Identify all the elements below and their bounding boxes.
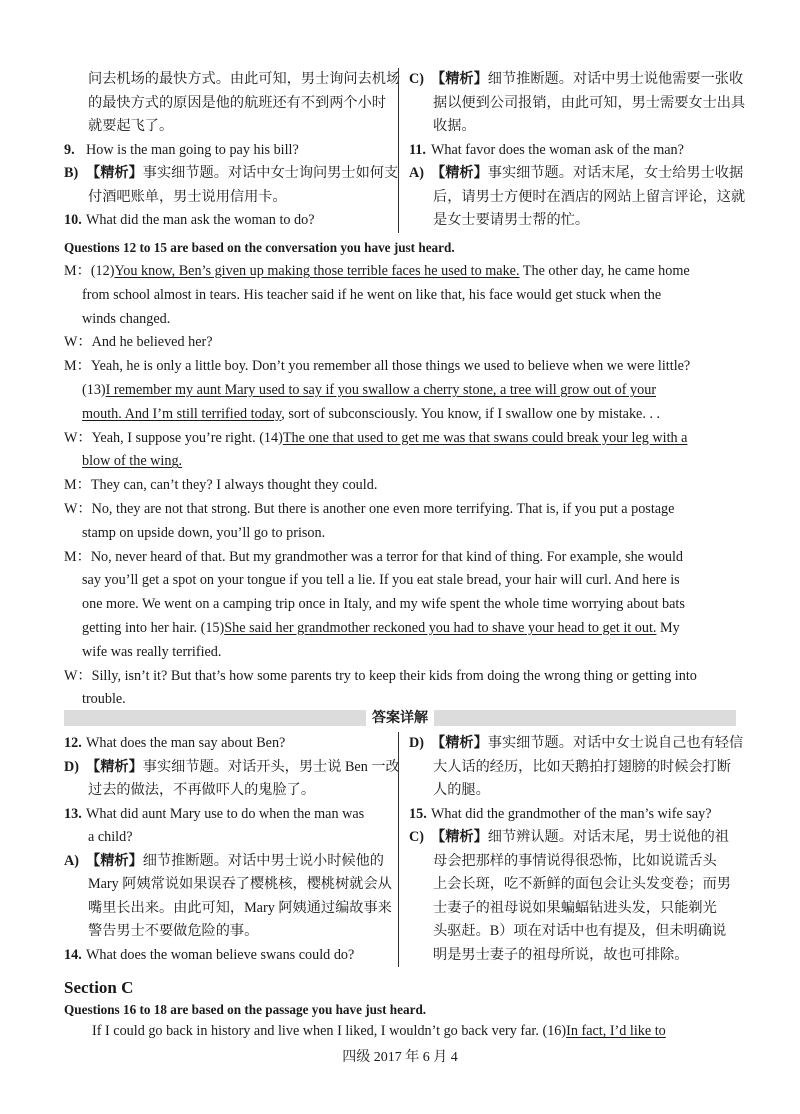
answer-13-cont: 嘴里长出来。由此可知，Mary 阿姨通过编故事来 <box>88 899 392 916</box>
conversation-heading: Questions 12 to 15 are based on the conversation you have just heard. <box>64 240 455 255</box>
answer-13: A) 【精析】细节推断题。对话中男士说小时候他的 <box>64 852 384 869</box>
top-left-column <box>64 68 401 233</box>
dialogue-line-woman: W：No, they are not that strong. But there is another one even more terrifying. That is, if you put a postage <box>64 500 675 517</box>
answer-9: B) 【精析】事实细节题。对话中女士询问男士如何支 <box>64 165 399 181</box>
answer-13-cont: 警告男士不要做危险的事。 <box>88 923 259 939</box>
answer-15: C) 【精析】细节辨认题。对话末尾，男士说他的祖 <box>409 829 729 845</box>
dialogue-line-woman: W：Silly, isn’t it? But that’s how some parents try to keep their kids from doing the wrong thing or getting into <box>64 667 697 684</box>
passage-heading: Questions 16 to 18 are based on the passage you have just heard. <box>64 1002 427 1017</box>
question-13-cont: a child? <box>88 829 133 845</box>
dialogue <box>64 260 736 712</box>
dialogue-cont: getting into her hair. (15)She said her grandmother reckoned you had to shave your head to get it out. My <box>82 619 680 636</box>
answer-continuation: 的最快方式的原因是他的航班还有不到两个小时 <box>88 94 386 111</box>
answers-left-column <box>64 732 398 967</box>
passage-text: If I could go back in history and live when I liked, I wouldn’t go back very far. (16)In fact, I’d like to <box>92 1023 666 1039</box>
dialogue-line-man: M：(12)You know, Ben’s given up making those terrible faces he used to make. The other day, he came home <box>64 263 690 279</box>
answer-9-cont: 付酒吧账单，男士说用信用卡。 <box>88 188 287 205</box>
answers-right-column <box>398 732 744 967</box>
dialogue-cont: mouth. And I’m still terrified today, sort of subconsciously. You know, if I swallow one by mistake. . . <box>82 405 661 422</box>
page-footer: 四级 2017 年 6 月 4 <box>342 1050 458 1065</box>
dialogue-cont: trouble. <box>82 691 126 708</box>
dialogue-line-woman: W：Yeah, I suppose you’re right. (14)The one that used to get me was that swans could break your leg with a <box>64 429 688 446</box>
answer-14: D) 【精析】事实细节题。对话中女士说自己也有轻信 <box>409 735 744 751</box>
answer-banner <box>64 710 736 726</box>
dialogue-cont: from school almost in tears. His teacher said if he went on like that, his face would get stuck when the <box>82 286 662 303</box>
dialogue-line-man: M：They can, can’t they? I always thought they could. <box>64 477 378 494</box>
question-12: 12. What does the man say about Ben? <box>64 735 286 751</box>
answer-12: D) 【精析】事实细节题。对话开头，男士说 Ben 一改 <box>64 758 400 775</box>
answer-15-cont: 母会把那样的事情说得很恐怖，比如说谎舌头 <box>433 852 717 869</box>
answer-15-cont: 上会长斑，吃不新鲜的面包会让头发变卷；而男 <box>433 876 731 892</box>
question-9: 9. How is the man going to pay his bill? <box>64 141 299 158</box>
dialogue-line-man: M：No, never heard of that. But my grandmother was a terror for that kind of thing. For example, she would <box>64 548 683 565</box>
question-15: 15. What did the grandmother of the man’s wife say? <box>409 805 712 822</box>
answer-11-cont: 后，请男士方便时在酒店的网站上留言评论，这就 <box>433 188 746 205</box>
answer-12-cont: 过去的做法，不再做吓人的鬼脸了。 <box>88 782 316 798</box>
question-11: 11. What favor does the woman ask of the man? <box>409 141 684 158</box>
answer-11: A) 【精析】事实细节题。对话末尾，女士给男士收据 <box>409 165 744 181</box>
dialogue-cont: (13)I remember my aunt Mary used to say if you swallow a cherry stone, a tree will grow out of your <box>82 381 657 398</box>
answer-10-cont: 据以便到公司报销，由此可知，男士需要女士出具 <box>433 94 746 111</box>
answer-continuation: 问去机场的最快方式。由此可知，男士询问去机场 <box>88 71 401 87</box>
top-answers <box>64 68 746 233</box>
answer-10: C) 【精析】细节推断题。对话中男士说他需要一张收 <box>409 71 744 87</box>
top-right-column <box>398 68 746 233</box>
section-c-title: Section C <box>64 978 134 997</box>
answer-explanations <box>64 732 744 967</box>
dialogue-cont: blow of the wing. <box>82 453 183 470</box>
dialogue-line-woman: W：And he believed her? <box>64 334 213 351</box>
dialogue-cont: stamp on upside down, you’ll go to prison. <box>82 524 326 541</box>
answer-14-cont: 大人话的经历，比如天鹅拍打翅膀的时候会打断 <box>433 758 731 775</box>
question-14: 14. What does the woman believe swans could do? <box>64 946 355 963</box>
dialogue-cont: say you’ll get a spot on your tongue if you tell a lie. If you eat stale bread, your hair will curl. And here is <box>82 572 680 589</box>
question-13: 13. What did aunt Mary use to do when the man was <box>64 805 365 822</box>
answer-13-cont: Mary 阿姨常说如果误吞了樱桃核，樱桃树就会从 <box>88 876 392 892</box>
dialogue-line-man: M：Yeah, he is only a little boy. Don’t you remember all those things we used to believe when we were little? <box>64 358 691 375</box>
dialogue-cont: winds changed. <box>82 310 171 327</box>
answer-15-cont: 明是男士妻子的祖母所说，故也可排除。 <box>433 946 689 963</box>
answer-15-cont: 头驱赶。B）项在对话中也有提及，但未明确说 <box>433 923 727 939</box>
answer-11-cont: 是女士要请男士帮的忙。 <box>433 212 590 228</box>
dialogue-cont: one more. We went on a camping trip once in Italy, and my wife spent the whole time worrying about bats <box>82 596 685 613</box>
answer-banner-title: 答案详解 <box>366 710 434 726</box>
answer-continuation: 就要起飞了。 <box>88 118 174 134</box>
answer-10-cont: 收据。 <box>433 118 476 134</box>
answer-14-cont: 人的腿。 <box>433 782 490 798</box>
dialogue-cont: wife was really terrified. <box>82 643 222 660</box>
answer-15-cont: 士妻子的祖母说如果蝙蝠钻进头发，只能剃光 <box>433 899 717 916</box>
question-10: 10. What did the man ask the woman to do? <box>64 212 315 228</box>
